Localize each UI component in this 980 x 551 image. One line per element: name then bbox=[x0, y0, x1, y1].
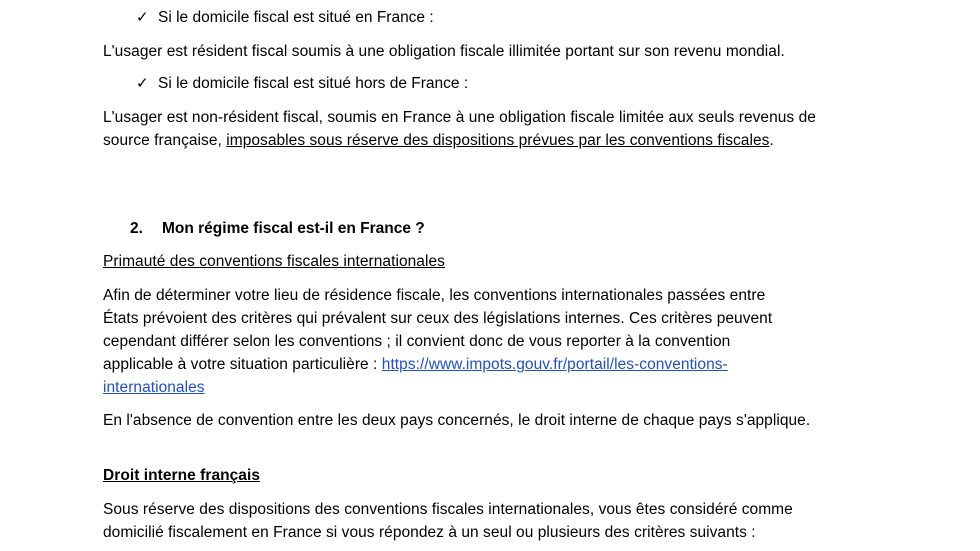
section-2-heading bbox=[130, 217, 425, 240]
paragraph-non-resident-line2 bbox=[103, 129, 774, 152]
bullet-abroad-text: Si le domicile fiscal est situé hors de France : bbox=[158, 75, 469, 92]
bullet-france bbox=[136, 6, 434, 29]
non-resident-prefix: source française, bbox=[103, 132, 227, 149]
absence-paragraph: En l'absence de convention entre les deux pays concernés, le droit interne de chaque pays s'applique. bbox=[103, 412, 811, 429]
section-title: Mon régime fiscal est-il en France ? bbox=[162, 220, 425, 237]
droit-interne-line1: Sous réserve des dispositions des conventions fiscales internationales, vous êtes considéré comme bbox=[103, 501, 793, 518]
check-mark-icon: ✓ bbox=[136, 74, 149, 92]
paragraph-non-resident-line1: L'usager est non-résident fiscal, soumis en France à une obligation fiscale limitée aux seuls revenus de bbox=[103, 109, 816, 126]
bullet-abroad bbox=[136, 72, 468, 95]
conventions-para-line4-text: applicable à votre situation particulière : bbox=[103, 356, 382, 373]
conventions-para-line2: États prévoient des critères qui prévalent sur ceux des législations internes. Ces critères peuvent bbox=[103, 310, 773, 327]
conventions-para-line4 bbox=[103, 353, 728, 376]
non-resident-suffix: . bbox=[769, 132, 774, 149]
section-number: 2. bbox=[130, 220, 143, 237]
conventions-link[interactable]: https://www.impots.gouv.fr/portail/les-conventions- bbox=[381, 356, 728, 373]
subheading-conventions: Primauté des conventions fiscales internationales bbox=[103, 253, 445, 270]
droit-interne-line2: domicilié fiscalement en France si vous répondez à un seul ou plusieurs des critères suivants : bbox=[103, 524, 756, 541]
check-mark-icon: ✓ bbox=[136, 8, 149, 26]
bullet-france-text: Si le domicile fiscal est situé en France : bbox=[158, 9, 434, 26]
conventions-link-continuation[interactable]: internationales bbox=[103, 379, 205, 396]
paragraph-resident: L'usager est résident fiscal soumis à une obligation fiscale illimitée portant sur son revenu mondial. bbox=[103, 43, 785, 60]
conventions-para-line3: cependant différer selon les conventions ; il convient donc de vous reporter à la convention bbox=[103, 333, 731, 350]
droit-interne-heading: Droit interne français bbox=[103, 467, 261, 484]
non-resident-underlined: imposables sous réserve des dispositions prévues par les conventions fiscales bbox=[226, 132, 770, 149]
conventions-para-line1: Afin de déterminer votre lieu de résidence fiscale, les conventions internationales passées entre bbox=[103, 287, 766, 304]
conventions-link-line2-wrap bbox=[103, 376, 205, 399]
